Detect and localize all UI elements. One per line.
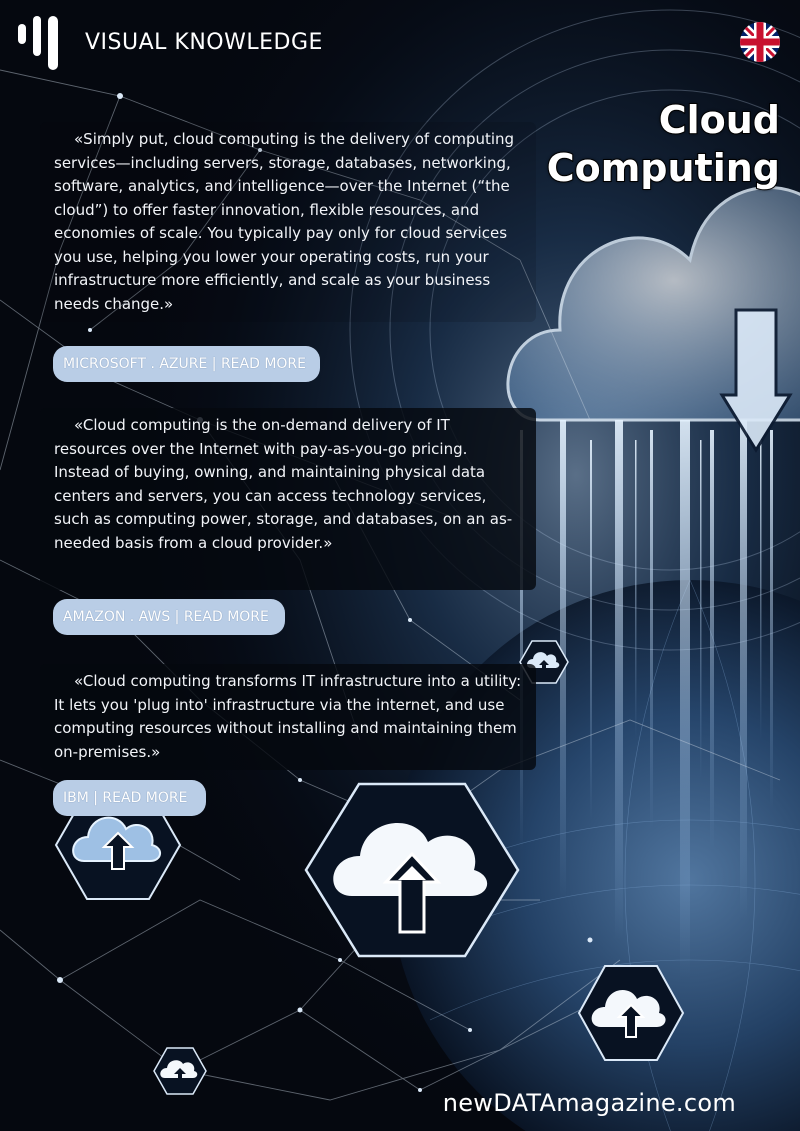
title-line-1: Cloud (658, 98, 780, 142)
page-title (547, 96, 780, 192)
uk-flag-icon[interactable] (740, 22, 780, 62)
read-more-ibm-button[interactable]: IBM | READ MORE (53, 780, 206, 816)
quote-text: «Simply put, cloud computing is the delivery of computing services—including servers, storage, databases, networking, software, analytics, and intelligence—over the Internet (“the cloud”) to offer faster innovation, flexible resources, and economies of scale. You typically pay only for cloud services you use, helping you lower your operating costs, run your infrastructure more efficiently, and scale as your business needs change.» (54, 130, 515, 313)
footer-site-link[interactable]: newDATAmagazine.com (442, 1089, 736, 1117)
quote-text: «Cloud computing is the on-demand delivery of IT resources over the Internet with pay-as-you-go pricing. Instead of buying, owning, and maintaining physical data centers and servers, you can access technology services, such as computing power, storage, and databases, on an as-needed basis from a cloud provider.» (54, 416, 513, 552)
read-more-azure-button[interactable]: MICROSOFT . AZURE | READ MORE (53, 346, 320, 382)
vk-logo-icon (16, 14, 68, 72)
brand-name: VISUAL KNOWLEDGE (85, 30, 323, 55)
quote-text: «Cloud computing transforms IT infrastructure into a utility: It lets you 'plug into' infrastructure via the internet, and use computing resources without installing and maintaining them on-premises.» (54, 672, 522, 761)
quote-aws (40, 408, 536, 590)
read-more-aws-button[interactable]: AMAZON . AWS | READ MORE (53, 599, 285, 635)
quote-azure (40, 122, 536, 322)
quote-ibm (40, 664, 536, 770)
title-line-2: Computing (546, 146, 780, 190)
